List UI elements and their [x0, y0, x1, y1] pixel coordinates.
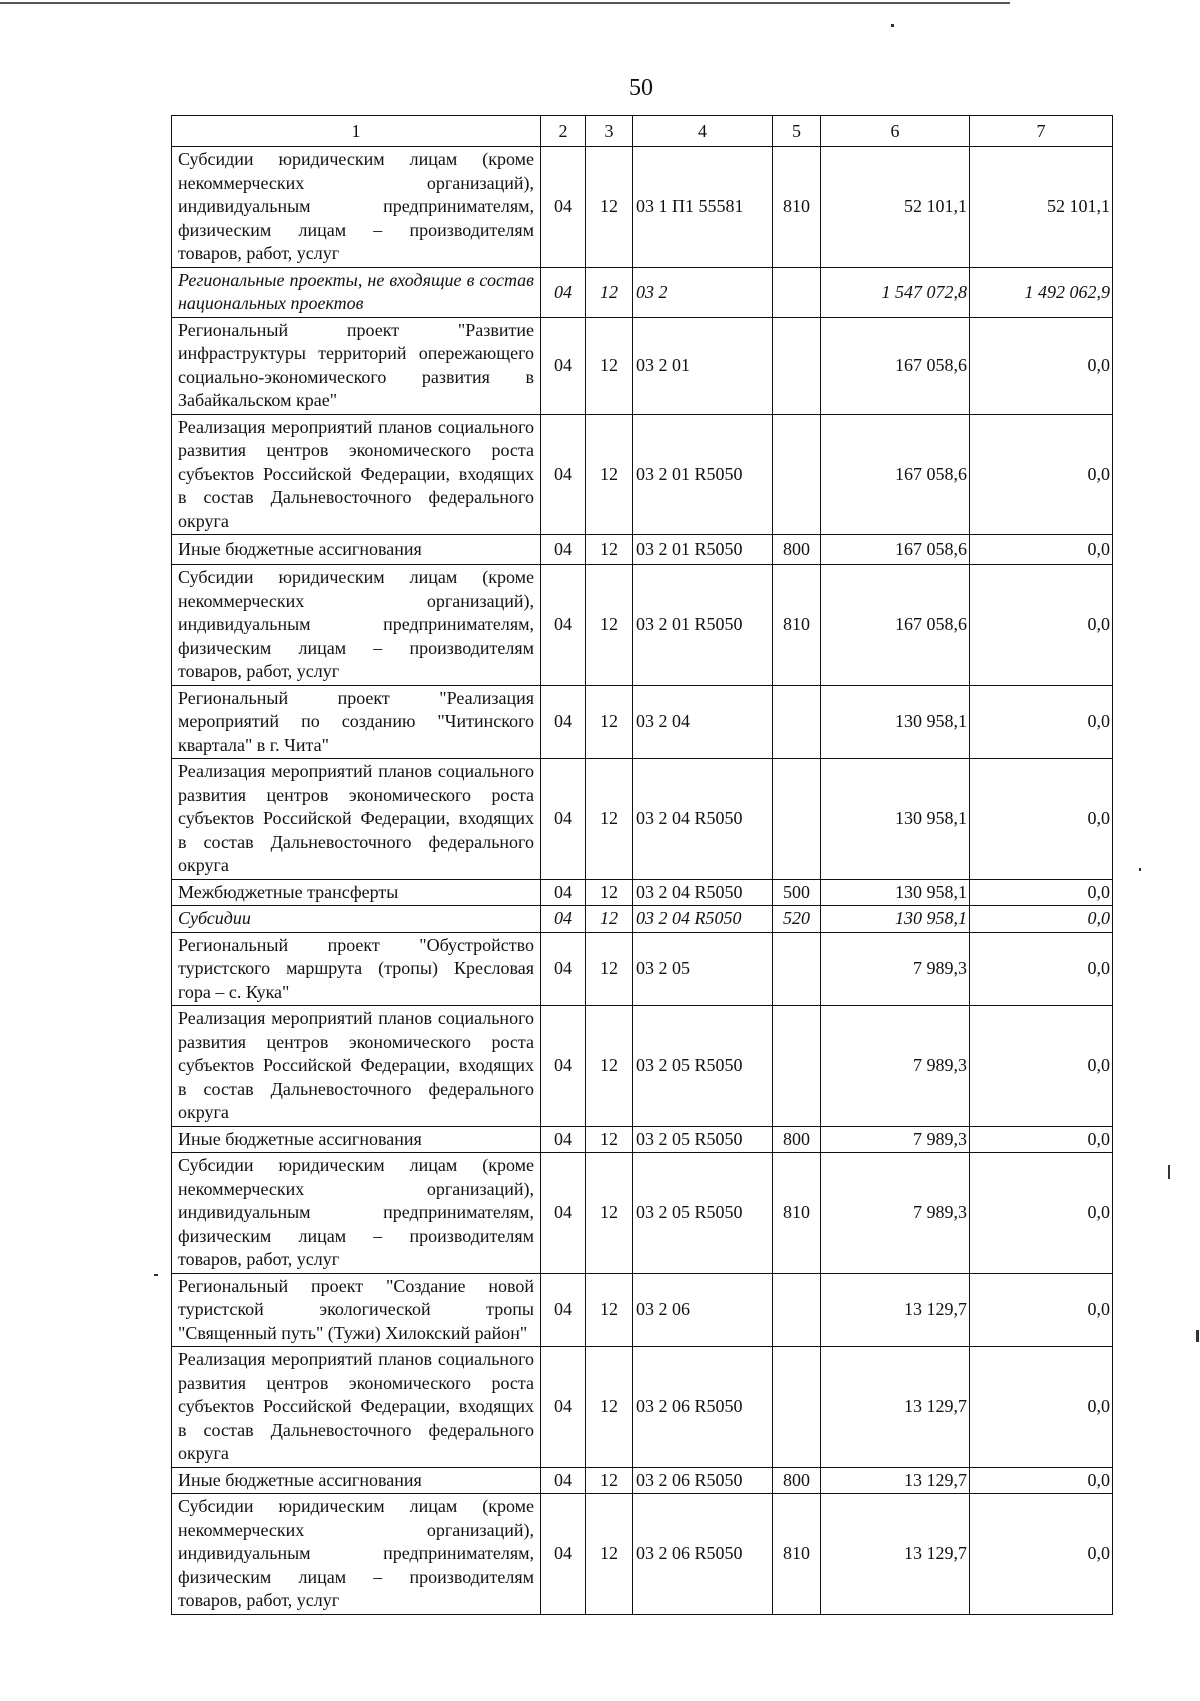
row-expense-type-cell: 810 — [773, 1494, 821, 1615]
row-section-cell: 04 — [541, 1126, 586, 1153]
row-name-cell: Иные бюджетные ассигнования — [172, 1126, 541, 1153]
row-target-code-cell: 03 2 01 — [633, 317, 773, 414]
row-expense-type-cell — [773, 759, 821, 880]
row-name-cell: Региональный проект "Развитие инфраструктуры территорий опережающего социально-экономического развития в Забайкальском крае" — [172, 317, 541, 414]
row-name-cell: Иные бюджетные ассигнования — [172, 1467, 541, 1494]
table-row — [172, 565, 1113, 686]
row-amount-1-cell: 1 547 072,8 — [821, 267, 970, 317]
row-target-code-cell: 03 2 06 R5050 — [633, 1467, 773, 1494]
row-amount-2-cell: 0,0 — [970, 1494, 1113, 1615]
row-target-code-cell: 03 2 06 R5050 — [633, 1347, 773, 1468]
row-section-cell: 04 — [541, 759, 586, 880]
row-name-cell: Субсидии юридическим лицам (кроме некоммерческих организаций), индивидуальным предпринимателям, физическим лицам – производителям товаров, работ, услуг — [172, 1153, 541, 1274]
header-cell-2: 2 — [541, 116, 586, 147]
row-name-cell: Реализация мероприятий планов социального развития центров экономического роста субъектов Российской Федерации, входящих в состав Дальневосточного федерального округа — [172, 414, 541, 535]
header-cell-1: 1 — [172, 116, 541, 147]
row-name-cell: Реализация мероприятий планов социального развития центров экономического роста субъектов Российской Федерации, входящих в состав Дальневосточного федерального округа — [172, 1006, 541, 1127]
row-section-cell: 04 — [541, 1347, 586, 1468]
row-subsection-cell: 12 — [586, 414, 633, 535]
row-name-cell: Субсидии юридическим лицам (кроме некоммерческих организаций), индивидуальным предпринимателям, физическим лицам – производителям товаров, работ, услуг — [172, 565, 541, 686]
row-amount-1-cell: 7 989,3 — [821, 932, 970, 1006]
header-cell-4: 4 — [633, 116, 773, 147]
row-section-cell: 04 — [541, 1006, 586, 1127]
row-subsection-cell: 12 — [586, 879, 633, 906]
row-amount-1-cell: 167 058,6 — [821, 414, 970, 535]
row-subsection-cell: 12 — [586, 1273, 633, 1347]
row-name-cell: Межбюджетные трансферты — [172, 879, 541, 906]
table-row — [172, 1494, 1113, 1615]
scan-speck — [1139, 868, 1141, 871]
table-row — [172, 685, 1113, 759]
table-row — [172, 535, 1113, 565]
row-subsection-cell: 12 — [586, 1126, 633, 1153]
header-cell-3: 3 — [586, 116, 633, 147]
row-expense-type-cell: 800 — [773, 1467, 821, 1494]
row-expense-type-cell — [773, 685, 821, 759]
table-row — [172, 317, 1113, 414]
row-amount-1-cell: 167 058,6 — [821, 317, 970, 414]
row-name-cell: Субсидии — [172, 906, 541, 933]
row-amount-1-cell: 167 058,6 — [821, 535, 970, 565]
row-section-cell: 04 — [541, 1494, 586, 1615]
row-subsection-cell: 12 — [586, 1153, 633, 1274]
row-amount-2-cell: 0,0 — [970, 1273, 1113, 1347]
header-row — [172, 116, 1113, 147]
row-name-cell: Региональный проект "Обустройство туристского маршрута (тропы) Кресловая гора – с. Кука" — [172, 932, 541, 1006]
table-body — [172, 147, 1113, 1615]
row-subsection-cell: 12 — [586, 147, 633, 268]
row-expense-type-cell: 800 — [773, 1126, 821, 1153]
row-section-cell: 04 — [541, 267, 586, 317]
table-row — [172, 759, 1113, 880]
row-section-cell: 04 — [541, 1153, 586, 1274]
row-section-cell: 04 — [541, 535, 586, 565]
row-section-cell: 04 — [541, 1467, 586, 1494]
row-expense-type-cell: 810 — [773, 565, 821, 686]
row-expense-type-cell — [773, 317, 821, 414]
page-number: 50 — [629, 75, 653, 101]
row-expense-type-cell: 800 — [773, 535, 821, 565]
row-amount-2-cell: 0,0 — [970, 1006, 1113, 1127]
row-target-code-cell: 03 2 01 R5050 — [633, 414, 773, 535]
row-amount-2-cell: 0,0 — [970, 1347, 1113, 1468]
row-amount-2-cell: 0,0 — [970, 414, 1113, 535]
row-amount-1-cell: 13 129,7 — [821, 1347, 970, 1468]
row-section-cell: 04 — [541, 317, 586, 414]
row-subsection-cell: 12 — [586, 267, 633, 317]
row-amount-1-cell: 130 958,1 — [821, 685, 970, 759]
row-expense-type-cell — [773, 932, 821, 1006]
row-target-code-cell: 03 1 П1 55581 — [633, 147, 773, 268]
row-amount-1-cell: 130 958,1 — [821, 759, 970, 880]
row-target-code-cell: 03 2 01 R5050 — [633, 565, 773, 686]
row-target-code-cell: 03 2 04 — [633, 685, 773, 759]
scan-speck — [154, 1274, 158, 1276]
row-subsection-cell: 12 — [586, 1494, 633, 1615]
row-target-code-cell: 03 2 06 — [633, 1273, 773, 1347]
row-subsection-cell: 12 — [586, 759, 633, 880]
row-subsection-cell: 12 — [586, 685, 633, 759]
row-amount-1-cell: 52 101,1 — [821, 147, 970, 268]
row-amount-1-cell: 7 989,3 — [821, 1153, 970, 1274]
row-amount-1-cell: 7 989,3 — [821, 1006, 970, 1127]
row-amount-2-cell: 0,0 — [970, 1126, 1113, 1153]
row-target-code-cell: 03 2 05 R5050 — [633, 1153, 773, 1274]
row-amount-1-cell: 130 958,1 — [821, 906, 970, 933]
row-amount-2-cell: 0,0 — [970, 1153, 1113, 1274]
row-expense-type-cell — [773, 1347, 821, 1468]
row-subsection-cell: 12 — [586, 317, 633, 414]
table-row — [172, 1347, 1113, 1468]
header-cell-5: 5 — [773, 116, 821, 147]
row-name-cell: Региональный проект "Создание новой туристской экологической тропы "Священный путь" (Тужи) Хилокский район" — [172, 1273, 541, 1347]
row-name-cell: Реализация мероприятий планов социального развития центров экономического роста субъектов Российской Федерации, входящих в состав Дальневосточного федерального округа — [172, 1347, 541, 1468]
row-expense-type-cell — [773, 1006, 821, 1127]
row-subsection-cell: 12 — [586, 1006, 633, 1127]
row-amount-2-cell: 0,0 — [970, 685, 1113, 759]
table-row — [172, 1006, 1113, 1127]
row-amount-2-cell: 0,0 — [970, 759, 1113, 880]
row-expense-type-cell: 810 — [773, 1153, 821, 1274]
row-section-cell: 04 — [541, 906, 586, 933]
row-name-cell: Иные бюджетные ассигнования — [172, 535, 541, 565]
table-row — [172, 267, 1113, 317]
table-row — [172, 932, 1113, 1006]
row-amount-2-cell: 0,0 — [970, 906, 1113, 933]
row-name-cell: Реализация мероприятий планов социального развития центров экономического роста субъектов Российской Федерации, входящих в состав Дальневосточного федерального округа — [172, 759, 541, 880]
row-target-code-cell: 03 2 04 R5050 — [633, 759, 773, 880]
row-amount-2-cell: 52 101,1 — [970, 147, 1113, 268]
row-amount-1-cell: 7 989,3 — [821, 1126, 970, 1153]
row-expense-type-cell: 810 — [773, 147, 821, 268]
budget-table — [171, 115, 1113, 1615]
row-amount-2-cell: 0,0 — [970, 1467, 1113, 1494]
row-section-cell: 04 — [541, 414, 586, 535]
row-amount-2-cell: 0,0 — [970, 932, 1113, 1006]
row-subsection-cell: 12 — [586, 1347, 633, 1468]
row-section-cell: 04 — [541, 565, 586, 686]
row-section-cell: 04 — [541, 1273, 586, 1347]
header-cell-6: 6 — [821, 116, 970, 147]
row-name-cell: Региональные проекты, не входящие в состав национальных проектов — [172, 267, 541, 317]
table-row — [172, 147, 1113, 268]
row-expense-type-cell — [773, 1273, 821, 1347]
row-subsection-cell: 12 — [586, 906, 633, 933]
row-target-code-cell: 03 2 05 R5050 — [633, 1006, 773, 1127]
table-row — [172, 906, 1113, 933]
row-target-code-cell: 03 2 01 R5050 — [633, 535, 773, 565]
row-amount-1-cell: 13 129,7 — [821, 1467, 970, 1494]
row-amount-2-cell: 0,0 — [970, 317, 1113, 414]
row-subsection-cell: 12 — [586, 932, 633, 1006]
row-target-code-cell: 03 2 05 — [633, 932, 773, 1006]
row-target-code-cell: 03 2 04 R5050 — [633, 879, 773, 906]
row-target-code-cell: 03 2 — [633, 267, 773, 317]
row-subsection-cell: 12 — [586, 535, 633, 565]
table-row — [172, 1273, 1113, 1347]
header-cell-7: 7 — [970, 116, 1113, 147]
row-amount-1-cell: 130 958,1 — [821, 879, 970, 906]
row-section-cell: 04 — [541, 147, 586, 268]
row-target-code-cell: 03 2 04 R5050 — [633, 906, 773, 933]
row-name-cell: Субсидии юридическим лицам (кроме некоммерческих организаций), индивидуальным предпринимателям, физическим лицам – производителям товаров, работ, услуг — [172, 147, 541, 268]
row-expense-type-cell — [773, 414, 821, 535]
row-amount-2-cell: 1 492 062,9 — [970, 267, 1113, 317]
row-amount-1-cell: 13 129,7 — [821, 1494, 970, 1615]
scan-speck — [1168, 1165, 1170, 1179]
row-target-code-cell: 03 2 06 R5050 — [633, 1494, 773, 1615]
row-section-cell: 04 — [541, 932, 586, 1006]
table-row — [172, 1126, 1113, 1153]
row-expense-type-cell — [773, 267, 821, 317]
table-row — [172, 1153, 1113, 1274]
table-row — [172, 414, 1113, 535]
row-amount-1-cell: 167 058,6 — [821, 565, 970, 686]
scan-edge-line — [0, 2, 1010, 4]
table-row — [172, 1467, 1113, 1494]
scan-speck — [1196, 1330, 1199, 1342]
row-name-cell: Региональный проект "Реализация мероприятий по созданию "Читинского квартала" в г. Чита" — [172, 685, 541, 759]
row-subsection-cell: 12 — [586, 565, 633, 686]
scan-speck — [891, 24, 894, 27]
row-amount-1-cell: 13 129,7 — [821, 1273, 970, 1347]
row-expense-type-cell: 500 — [773, 879, 821, 906]
row-amount-2-cell: 0,0 — [970, 565, 1113, 686]
row-expense-type-cell: 520 — [773, 906, 821, 933]
row-amount-2-cell: 0,0 — [970, 879, 1113, 906]
row-section-cell: 04 — [541, 879, 586, 906]
table-row — [172, 879, 1113, 906]
row-name-cell: Субсидии юридическим лицам (кроме некоммерческих организаций), индивидуальным предпринимателям, физическим лицам – производителям товаров, работ, услуг — [172, 1494, 541, 1615]
row-subsection-cell: 12 — [586, 1467, 633, 1494]
row-section-cell: 04 — [541, 685, 586, 759]
row-target-code-cell: 03 2 05 R5050 — [633, 1126, 773, 1153]
row-amount-2-cell: 0,0 — [970, 535, 1113, 565]
